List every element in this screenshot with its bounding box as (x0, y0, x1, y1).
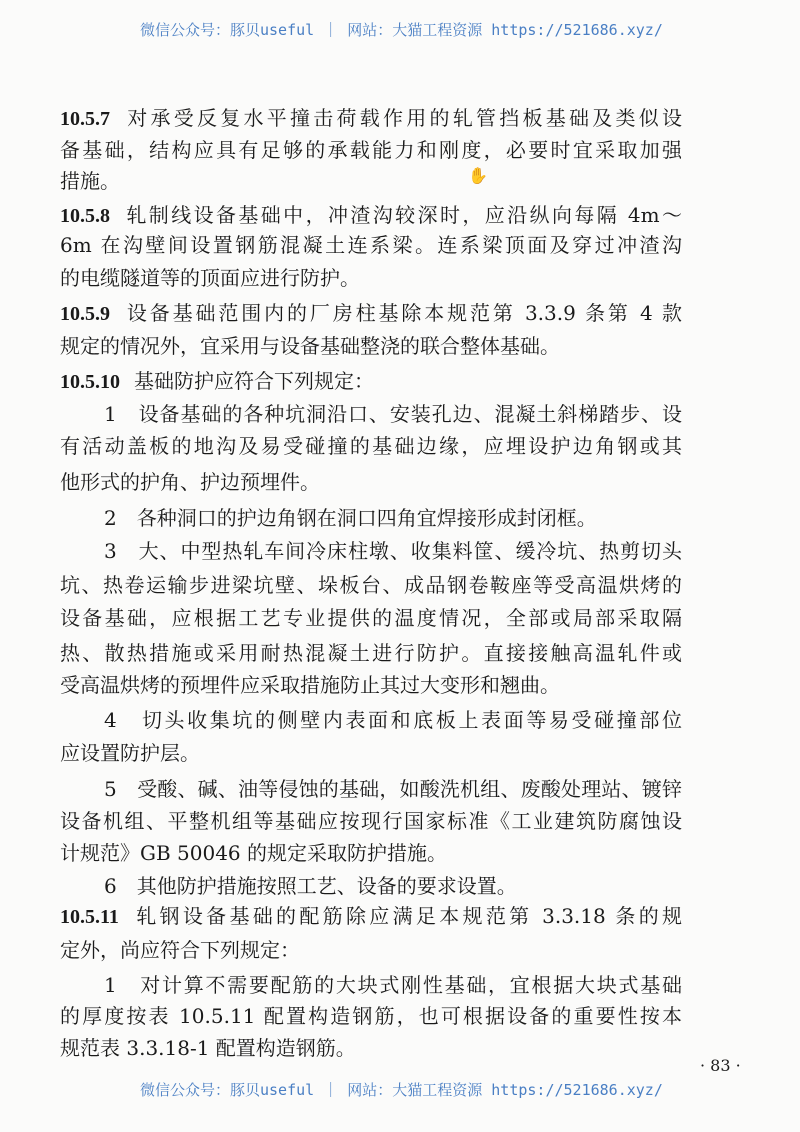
text-line: 定外，尚应符合下列规定： (60, 938, 300, 962)
text-line: 的电缆隧道等的顶面应进行防护。 (60, 266, 360, 290)
text-line: 基础防护应符合下列规定： (134, 369, 374, 393)
text-line: 对承受反复水平撞击荷载作用的轧管挡板基础及类似设 (124, 106, 682, 130)
item-line: 2 各种洞口的护边角钢在洞口四角宜焊接形成封闭框。 (104, 506, 597, 530)
clause-number: 10.5.11 (60, 906, 119, 928)
item-line: 4 切头收集坑的侧壁内表面和底板上表面等易受碰撞部位 (104, 708, 682, 732)
text-line: 措施。 (60, 169, 120, 193)
text-line: 应设置防护层。 (60, 741, 200, 765)
item-line: 6 其他防护措施按照工艺、设备的要求设置。 (104, 874, 517, 898)
text-line: 他形式的护角、护边预埋件。 (60, 470, 320, 494)
page-number: · 83 · (700, 1056, 741, 1075)
clause-10-5-7 (60, 104, 682, 133)
text-line: 受高温烘烤的预埋件应采取措施防止其过大变形和翘曲。 (60, 673, 560, 697)
text-line: 设备基础范围内的厂房柱基除本规范第 3.3.9 条第 4 款 (124, 301, 682, 325)
item-line: 1 设备基础的各种坑洞沿口、安装孔边、混凝土斜梯踏步、设 (104, 402, 682, 426)
clause-number: 10.5.8 (60, 205, 110, 227)
clause-10-5-8 (60, 201, 682, 230)
watermark-bottom: 微信公众号：豚贝useful ｜ 网站：大猫工程资源 https://521686.xyz/ (140, 1081, 663, 1099)
text-line: 轧钢设备基础的配筋除应满足本规范第 3.3.18 条的规 (132, 904, 682, 928)
text-line: 的厚度按表 10.5.11 配置构造钢筋，也可根据设备的重要性按本 (60, 1004, 682, 1028)
clause-10-5-10 (60, 367, 374, 396)
item-line: 3 大、中型热轧车间冷床柱墩、收集料筐、缓冷坑、热剪切头 (104, 539, 682, 563)
text-line: 规范表 3.3.18-1 配置构造钢筋。 (60, 1036, 356, 1060)
clause-number: 10.5.7 (60, 108, 110, 130)
clause-number: 10.5.9 (60, 303, 110, 325)
clause-10-5-9 (60, 299, 682, 328)
clause-number: 10.5.10 (60, 371, 120, 393)
item-line: 5 受酸、碱、油等侵蚀的基础，如酸洗机组、废酸处理站、镀锌 (104, 777, 682, 801)
hand-cursor-icon: ✋ (468, 166, 488, 185)
text-line: 坑、热卷运输步进梁坑壁、垛板台、成品钢卷鞍座等受高温烘烤的 (60, 573, 682, 597)
watermark-top: 微信公众号：豚贝useful ｜ 网站：大猫工程资源 https://521686.xyz/ (140, 21, 663, 39)
text-line: 设备机组、平整机组等基础应按现行国家标准《工业建筑防腐蚀设 (60, 809, 682, 833)
text-line: 设备基础，应根据工艺专业提供的温度情况，全部或局部采取隔 (60, 606, 682, 630)
text-line: 6m 在沟壁间设置钢筋混凝土连系梁。连系梁顶面及穿过冲渣沟 (60, 233, 682, 257)
clause-10-5-11 (60, 902, 682, 931)
text-line: 热、散热措施或采用耐热混凝土进行防护。直接接触高温轧件或 (60, 641, 682, 665)
text-line: 轧制线设备基础中，冲渣沟较深时，应沿纵向每隔 4m～ (124, 203, 682, 227)
text-line: 计规范》GB 50046 的规定采取防护措施。 (60, 841, 448, 865)
text-line: 有活动盖板的地沟及易受碰撞的基础边缘，应埋设护边角钢或其 (60, 434, 682, 458)
text-line: 规定的情况外，宜采用与设备基础整浇的联合整体基础。 (60, 334, 560, 358)
item-line: 1 对计算不需要配筋的大块式刚性基础，宜根据大块式基础 (104, 973, 682, 997)
text-line: 备基础，结构应具有足够的承载能力和刚度，必要时宜采取加强 (60, 138, 682, 162)
